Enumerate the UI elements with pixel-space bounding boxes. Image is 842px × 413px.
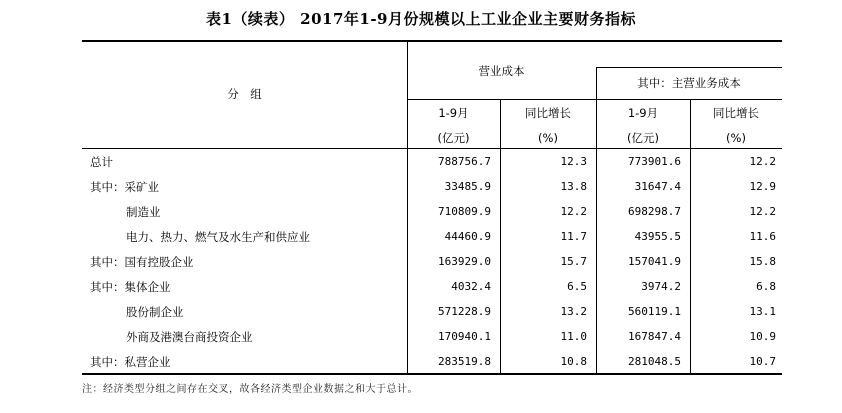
revenue-cost-value: 33485.9 (444, 180, 491, 193)
revenue-cost-growth: 6.5 (567, 280, 587, 293)
row-label: 其中：私营企业 (90, 355, 171, 369)
revenue-cost-growth: 12.2 (560, 205, 587, 218)
main-cost-value: 3974.2 (641, 280, 681, 293)
subheader-divider-2 (407, 99, 782, 100)
unit-value-header-2: (亿元) (627, 131, 659, 145)
revenue-cost-value: 283519.8 (438, 355, 491, 368)
period-header: 1-9月 (438, 106, 469, 120)
main-cost-value: 281048.5 (628, 355, 681, 368)
row-label: 电力、热力、燃气及水生产和供应业 (126, 230, 310, 244)
main-cost-growth: 15.8 (749, 255, 776, 268)
unit-value-header: (亿元) (437, 131, 470, 145)
unit-pct-header: (%) (538, 131, 558, 145)
row-label: 制造业 (126, 205, 161, 219)
growth-header-2: 同比增长 (713, 106, 759, 120)
revenue-cost-growth: 11.0 (560, 330, 587, 343)
main-cost-growth: 6.8 (756, 280, 776, 293)
main-cost-value: 157041.9 (628, 255, 681, 268)
growth-header: 同比增长 (525, 106, 571, 120)
main-business-cost-header: 其中：主营业务成本 (637, 76, 741, 90)
revenue-cost-growth: 15.7 (560, 255, 587, 268)
row-label: 外商及港澳台商投资企业 (126, 330, 253, 344)
revenue-cost-value: 44460.9 (444, 230, 491, 243)
subheader-divider (596, 67, 782, 68)
revenue-cost-growth: 10.8 (560, 355, 587, 368)
revenue-cost-value: 163929.0 (438, 255, 491, 268)
revenue-cost-value: 710809.9 (438, 205, 491, 218)
revenue-cost-header: 营业成本 (478, 64, 525, 78)
row-label: 其中：采矿业 (90, 180, 159, 194)
revenue-cost-value: 788756.7 (438, 155, 491, 168)
revenue-cost-growth: 12.3 (560, 155, 587, 168)
group-header: 分 组 (227, 87, 262, 101)
main-cost-value: 560119.1 (628, 305, 681, 318)
table-bottom-border (82, 373, 782, 375)
main-cost-growth: 11.6 (749, 230, 776, 243)
revenue-cost-growth: 13.8 (560, 180, 587, 193)
table-footnote: 注：经济类型分组之间存在交叉，故各经济类型企业数据之和大于总计。 (82, 384, 418, 395)
table-title: 表1（续表） 2017年1-9月份规模以上工业企业主要财务指标 (205, 10, 636, 28)
main-cost-growth: 12.2 (749, 205, 776, 218)
main-cost-value: 773901.6 (628, 155, 681, 168)
main-cost-growth: 12.9 (749, 180, 776, 193)
revenue-cost-value: 571228.9 (438, 305, 491, 318)
main-cost-value: 698298.7 (628, 205, 681, 218)
revenue-cost-growth: 13.2 (560, 305, 587, 318)
table-top-border (82, 40, 782, 42)
main-cost-value: 43955.5 (634, 230, 681, 243)
row-label: 其中：集体企业 (90, 280, 171, 294)
main-cost-growth: 10.7 (749, 355, 776, 368)
main-cost-growth: 13.1 (749, 305, 776, 318)
row-label: 总计 (90, 155, 113, 169)
main-cost-growth: 10.9 (749, 330, 776, 343)
revenue-cost-growth: 11.7 (560, 230, 587, 243)
period-header-2: 1-9月 (627, 106, 659, 120)
unit-pct-header-2: (%) (726, 131, 746, 145)
revenue-cost-value: 4032.4 (451, 280, 491, 293)
main-cost-value: 167847.4 (628, 330, 681, 343)
revenue-cost-value: 170940.1 (438, 330, 491, 343)
header-bottom-border (82, 148, 782, 149)
row-label: 股份制企业 (126, 305, 184, 319)
main-cost-growth: 12.2 (749, 155, 776, 168)
row-label: 其中：国有控股企业 (90, 255, 194, 269)
main-cost-value: 31647.4 (634, 180, 681, 193)
